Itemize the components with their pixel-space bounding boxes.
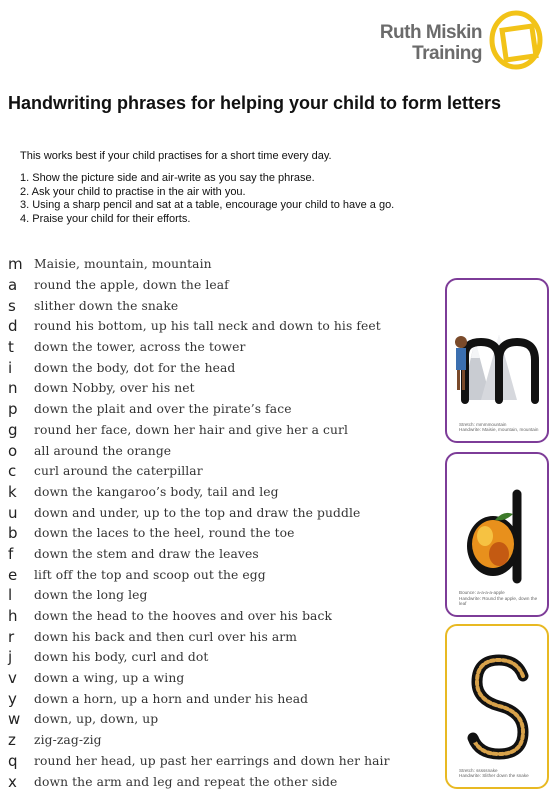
logo-mark-icon — [484, 4, 548, 76]
letter-glyph: x — [8, 772, 17, 791]
letter-glyph: n — [8, 379, 18, 398]
phrase-row — [0, 771, 390, 792]
card-caption: Stretch: sssssnake Handwrite: Slither down the snake — [459, 767, 529, 779]
letter-glyph: j — [8, 648, 13, 667]
letter-glyph: g — [8, 420, 18, 439]
phrase-text: zig-zag-zig — [34, 733, 102, 748]
phrase-row — [0, 399, 390, 420]
phrase-text: down the kangaroo’s body, tail and leg — [34, 484, 279, 499]
phrase-row — [0, 585, 390, 606]
phrase-list — [0, 254, 390, 792]
phrase-text: Maisie, mountain, mountain — [34, 257, 212, 272]
letter-glyph: l — [8, 586, 13, 605]
letter-glyph: b — [8, 524, 18, 543]
letter-glyph: w — [8, 710, 21, 729]
letter-glyph: i — [8, 358, 13, 377]
phrase-row — [0, 606, 390, 627]
phrase-text: round the apple, down the leaf — [34, 278, 229, 293]
letter-glyph: a — [8, 276, 18, 295]
letter-glyph: m — [8, 255, 23, 274]
letter-glyph: f — [8, 544, 14, 563]
maisie-mountain-illustration — [447, 280, 549, 443]
letter-glyph: k — [8, 482, 17, 501]
step-item: 3. Using a sharp pencil and sat at a table, encourage your child to have a go. — [20, 199, 395, 211]
letter-glyph: d — [8, 317, 18, 336]
phrase-text: round her face, down her hair and give her a curl — [34, 422, 349, 437]
phrase-text: down the long leg — [34, 588, 148, 603]
phrase-row — [0, 668, 390, 689]
logo-line-2: Training — [412, 43, 482, 64]
letter-glyph: o — [8, 441, 18, 460]
letter-glyph: v — [8, 669, 17, 688]
phrase-text: down and under, up to the top and draw the puddle — [34, 505, 361, 520]
card-caption: Bounce: a-a-a-a-apple Handwrite: Round the apple, down the leaf — [459, 590, 538, 607]
phrase-row — [0, 751, 390, 772]
letter-glyph: q — [8, 751, 18, 770]
letter-glyph: p — [8, 400, 18, 419]
phrase-row — [0, 502, 390, 523]
phrase-text: lift off the top and scoop out the egg — [34, 567, 266, 582]
letter-glyph: u — [8, 503, 18, 522]
phrase-row — [0, 626, 390, 647]
phrase-text: curl around the caterpillar — [34, 464, 203, 479]
phrase-text: down the plait and over the pirate’s face — [34, 402, 292, 417]
phrase-text: down Nobby, over his net — [34, 381, 195, 396]
phrase-row — [0, 482, 390, 503]
phrase-row — [0, 357, 390, 378]
phrase-text: all around the orange — [34, 443, 172, 458]
phrase-text: down the arm and leg and repeat the other side — [34, 774, 338, 789]
phrase-row — [0, 440, 390, 461]
phrase-row — [0, 337, 390, 358]
snake-illustration — [447, 626, 549, 789]
phrase-row — [0, 544, 390, 565]
phrase-text: round his bottom, up his tall neck and down to his feet — [34, 319, 381, 334]
step-item: 2. Ask your child to practise in the air with you. — [20, 185, 246, 198]
phrase-row — [0, 523, 390, 544]
phrase-row — [0, 275, 390, 296]
letter-glyph: e — [8, 565, 18, 584]
letter-card-s — [445, 624, 549, 789]
phrase-text: down a horn, up a horn and under his head — [34, 691, 309, 706]
phrase-row — [0, 420, 390, 441]
logo-line-1: Ruth Miskin — [379, 22, 482, 43]
instruction-steps — [20, 172, 394, 226]
phrase-row — [0, 316, 390, 337]
phrase-row — [0, 254, 390, 275]
phrase-row — [0, 461, 390, 482]
phrase-text: down, up, down, up — [34, 712, 159, 727]
phrase-text: down the stem and draw the leaves — [34, 546, 259, 561]
page-title: Handwriting phrases for helping your child to form letters — [8, 93, 502, 113]
letter-card-m — [445, 278, 549, 443]
ruth-miskin-logo — [356, 4, 552, 78]
phrase-row — [0, 647, 390, 668]
phrase-text: down the laces to the heel, round the toe — [34, 526, 295, 541]
intro-text: This works best if your child practises for a short time every day. — [20, 150, 332, 162]
step-item: 1. Show the picture side and air-write as you say the phrase. — [20, 172, 315, 184]
letter-glyph: r — [8, 627, 15, 646]
phrase-text: down the body, dot for the head — [34, 360, 236, 375]
letter-glyph: s — [8, 296, 16, 315]
step-item: 4. Praise your child for their efforts. — [20, 212, 191, 225]
phrase-text: down his body, curl and dot — [34, 650, 209, 665]
letter-glyph: t — [8, 338, 14, 357]
letter-glyph: y — [8, 689, 17, 708]
phrase-text: down a wing, up a wing — [34, 671, 185, 686]
letter-glyph: c — [8, 462, 17, 481]
phrase-text: round her head, up past her earrings and down her hair — [34, 753, 390, 768]
phrase-text: down his back and then curl over his arm — [34, 629, 298, 644]
phrase-text: slither down the snake — [34, 298, 179, 313]
phrase-row — [0, 295, 390, 316]
phrase-row — [0, 564, 390, 585]
phrase-row — [0, 730, 390, 751]
phrase-row — [0, 378, 390, 399]
phrase-text: down the tower, across the tower — [34, 340, 246, 355]
letter-glyph: h — [8, 607, 18, 626]
logo-text — [380, 22, 482, 64]
phrase-text: down the head to the hooves and over his back — [34, 609, 333, 624]
phrase-row — [0, 709, 390, 730]
letter-glyph: z — [8, 731, 16, 750]
letter-card-a — [445, 452, 549, 617]
card-caption: Stretch: mmmmountain Handwrite: Maisie, mountain, mountain — [459, 421, 539, 433]
phrase-row — [0, 688, 390, 709]
